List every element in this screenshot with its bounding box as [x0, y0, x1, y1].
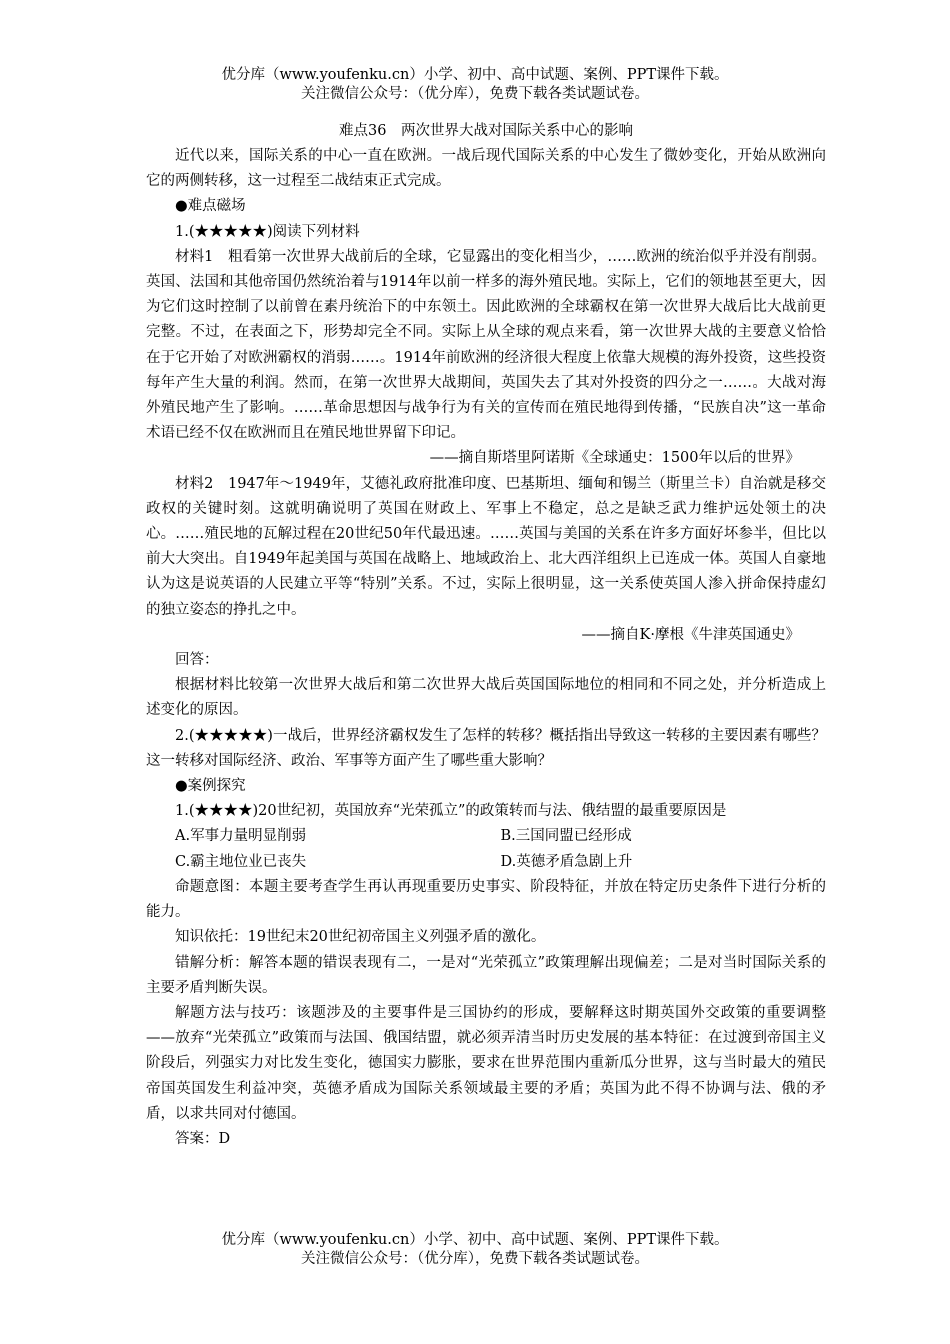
page-header — [0, 66, 950, 104]
footer-line-1: 优分库（www.youfenku.cn）小学、初中、高中试题、案例、PPT课件下载。 — [221, 1232, 729, 1248]
options-row-2 — [146, 850, 826, 875]
footer-line-2: 关注微信公众号：（优分库），免费下载各类试题试卷。 — [301, 1251, 649, 1267]
question-1-prompt: 根据材料比较第一次世界大战后和第二次世界大战后英国国际地位的相同和不同之处，并分析造成上述变化的原因。 — [146, 677, 826, 719]
option-d: D.英德矛盾急剧上升 — [500, 853, 633, 870]
option-a: A.军事力量明显削弱 — [175, 828, 307, 845]
document-title: 难点36 两次世界大战对国际关系中心的影响 — [339, 123, 633, 139]
case-question-1: 1.(★★★★)20世纪初，英国放弃“光荣孤立”的政策转而与法、俄结盟的最重要原因是 — [175, 803, 727, 820]
answer-line: 答案：D — [175, 1130, 231, 1147]
document-body — [146, 118, 826, 1152]
intent-paragraph: 命题意图：本题主要考查学生再认再现重要历史事实、阶段特征，并放在特定历史条件下进行分析的能力。 — [146, 878, 826, 921]
options-row-1 — [146, 824, 826, 849]
option-b: B.三国同盟已经形成 — [500, 828, 632, 845]
header-line-2: 关注微信公众号：（优分库），免费下载各类试题试卷。 — [301, 86, 649, 102]
answer-label: 回答： — [175, 652, 219, 669]
question-1-heading: 1.(★★★★★)阅读下列材料 — [175, 223, 360, 240]
page-footer — [0, 1231, 950, 1269]
material-2-source: ——摘自K·摩根《牛津英国通史》 — [581, 626, 800, 643]
section-heading-case: ●案例探究 — [175, 778, 246, 795]
material-1: 材料1 粗看第一次世界大战前后的全球，它显露出的变化相当少，……欧洲的统治似乎并没有削弱。英国、法国和其他帝国仍然统治着与1914年以前一样多的海外殖民地。实际上，它们的领地甚至更大，因为它们这时控制了以前曾在素丹统治下的中东领土。因此欧洲的全球霸权在第一次世界大战后比大战前更完整。不过，在表面之下，形势却完全不同。实际上从全球的观点来看，第一次世界大战的主要意义恰恰在于它开始了对欧洲霸权的消弱……。1914年前欧洲的经济很大程度上依靠大规模的海外投资，这些投资每年产生大量的利润。然而，在第一次世界大战期间，英国失去了其对外投资的四分之一……。大战对海外殖民地产生了影响。……革命思想因与战争行为有关的宣传而在殖民地得到传播，“民族自决”这一革命术语已经不仅在欧洲而且在殖民地世界留下印记。 — [146, 248, 826, 442]
method-paragraph: 解题方法与技巧：该题涉及的主要事件是三国协约的形成，要解释这时期英国外交政策的重要调整——放弃“光荣孤立”政策而与法国、俄国结盟，就必须弄清当时历史发展的基本特征：在过渡到帝国主义阶段后，列强实力对比发生变化，德国实力膨胀，要求在世界范围内重新瓜分世界，这与当时最大的殖民帝国英国发生利益冲突，英德矛盾成为国际关系领域最主要的矛盾；英国为此不得不协调与法、俄的矛盾，以求共同对付德国。 — [146, 1004, 826, 1122]
question-2: 2.(★★★★★)一战后，世界经济霸权发生了怎样的转移？概括指出导致这一转移的主要因素有哪些？这一转移对国际经济、政治、军事等方面产生了哪些重大影响？ — [146, 727, 826, 769]
intro-paragraph: 近代以来，国际关系的中心一直在欧洲。一战后现代国际关系的中心发生了微妙变化，开始从欧洲向它的两侧转移，这一过程至二战结束正式完成。 — [146, 148, 826, 190]
option-c: C.霸主地位业已丧失 — [175, 853, 307, 870]
error-analysis-paragraph: 错解分析：解答本题的错误表现有二，一是对“光荣孤立”政策理解出现偏差；二是对当时国际关系的主要矛盾判断失误。 — [146, 954, 826, 996]
material-1-source: ——摘自斯塔里阿诺斯《全球通史：1500年以后的世界》 — [429, 450, 800, 467]
section-heading-difficulty: ●难点磁场 — [175, 198, 246, 215]
basis-paragraph: 知识依托：19世纪末20世纪初帝国主义列强矛盾的激化。 — [175, 929, 546, 946]
material-2: 材料2 1947年～1949年，艾德礼政府批准印度、巴基斯坦、缅甸和锡兰（斯里兰卡）自治就是移交政权的关键时刻。这就明确说明了英国在财政上、军事上不稳定，总之是缺乏武力维护远处领土的决心。……殖民地的瓦解过程在20世纪50年代最迅速。……英国与美国的关系在许多方面好坏参半，但比以前大大突出。自1949年起美国与英国在战略上、地域政治上、北大西洋组织上已连成一体。英国人自豪地认为这是说英语的人民建立平等“特别”关系。不过，实际上很明显，这一关系使英国人渗入拼命保持虚幻的独立姿态的挣扎之中。 — [146, 475, 826, 618]
header-line-1: 优分库（www.youfenku.cn）小学、初中、高中试题、案例、PPT课件下载。 — [221, 67, 729, 83]
